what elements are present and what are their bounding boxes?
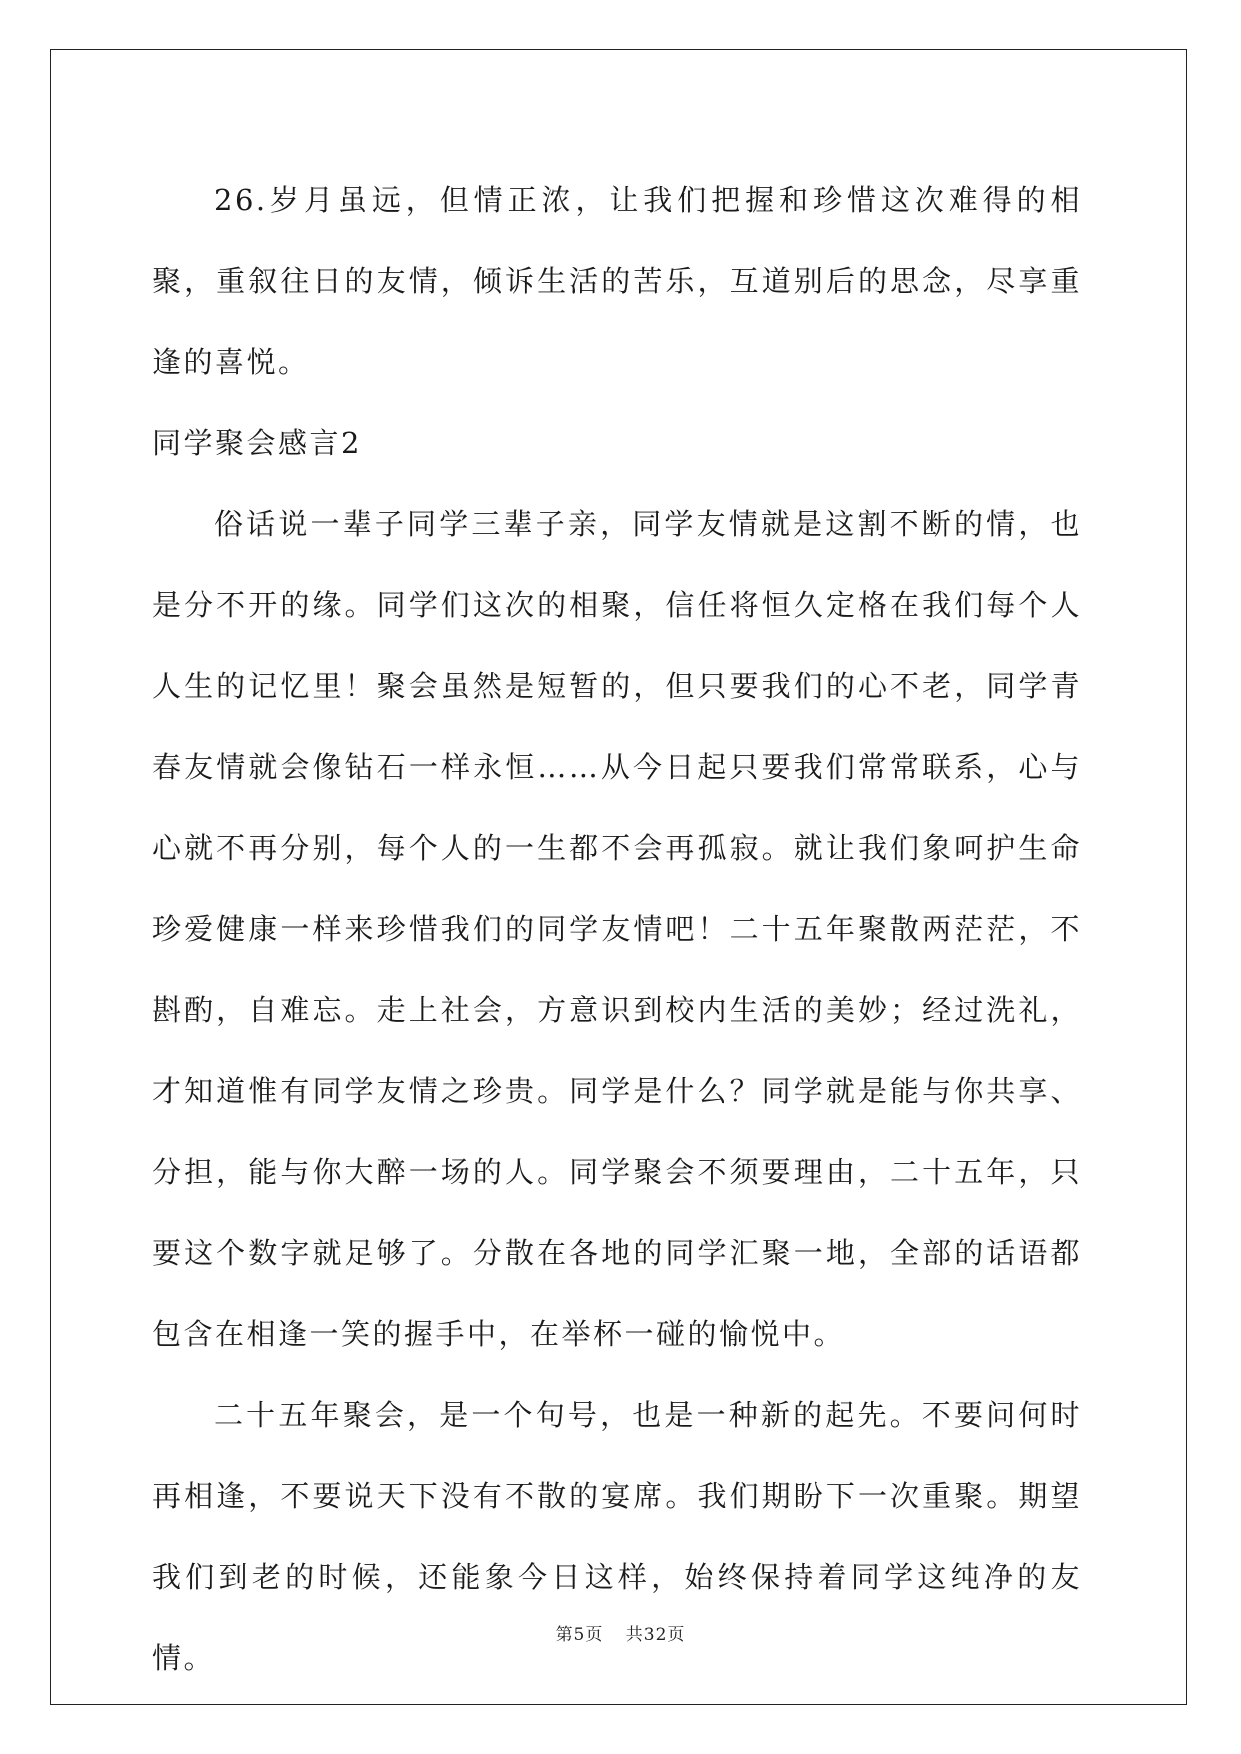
page-total: 共32页 [625,1625,686,1645]
paragraph-body: 俗话说一辈子同学三辈子亲，同学友情就是这割不断的情，也是分不开的缘。同学们这次的相聚，信任将恒久定格在我们每个人人生的记忆里！聚会虽然是短暂的，但只要我们的心不老，同学青春友情就会像钻石一样永恒……从今日起只要我们常常联系，心与心就不再分别，每个人的一生都不会再孤寂。就让我们象呵护生命珍爱健康一样来珍惜我们的同学友情吧！二十五年聚散两茫茫，不斟酌，自难忘。走上社会，方意识到校内生活的美妙；经过洗礼，才知道惟有同学友情之珍贵。同学是什么？同学就是能与你共享、分担，能与你大醉一场的人。同学聚会不须要理由，二十五年，只要这个数字就足够了。分散在各地的同学汇聚一地，全部的话语都包含在相逢一笑的握手中，在举杯一碰的愉悦中。 [152,507,1082,1351]
paragraph-item-26: 26.岁月虽远，但情正浓，让我们把握和珍惜这次难得的相聚，重叙往日的友情，倾诉生活的苦乐，互道别后的思念，尽享重逢的喜悦。 [152,183,1082,379]
paragraph-body: 二十五年聚会，是一个句号，也是一种新的起先。不要问何时再相逢，不要说天下没有不散的宴席。我们期盼下一次重聚。期望我们到老的时候，还能象今日这样，始终保持着同学这纯净的友情。 [152,1398,1082,1675]
page-footer [0,1620,1241,1645]
page-number: 第5页 [555,1625,604,1645]
section-heading: 同学聚会感言2 [152,426,362,460]
document-body [152,160,1082,1699]
